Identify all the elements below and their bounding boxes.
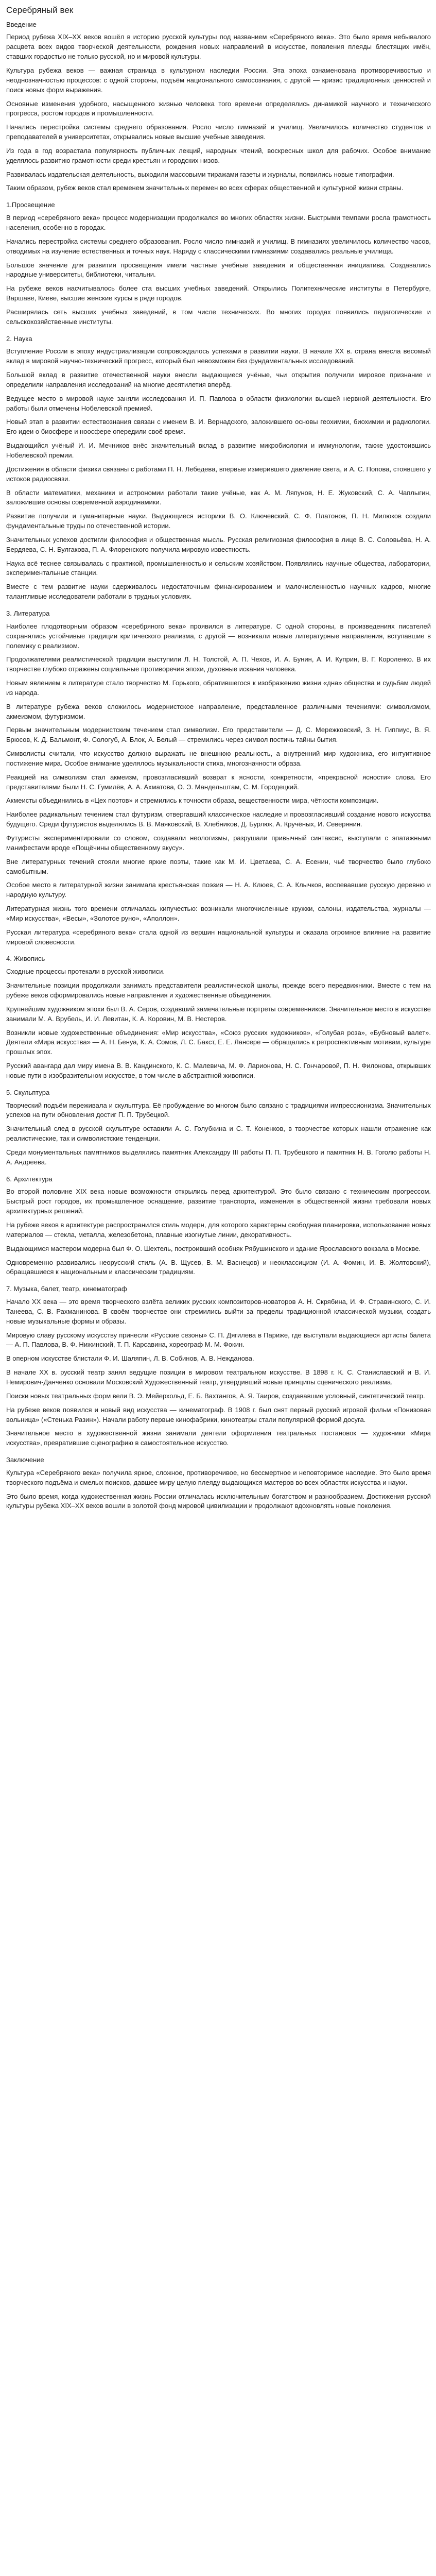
paragraph: Вступление России в эпоху индустриализации сопровождалось успехами в развитии науки. В начале XX в. страна внесла весомый вклад в мировой научно-технический прогресс, который был невозможен без фундаментальных исследований. [6,347,431,365]
paragraph: Развитие получили и гуманитарные науки. Выдающиеся историки В. О. Ключевский, С. Ф. Платонов, П. Н. Милюков создали фундаментальные труды по отечественной истории. [6,512,431,530]
paragraph: Большой вклад в развитие отечественной науки внесли выдающиеся учёные, чьи открытия получили мировое признание и определили направления исследований на многие десятилетия вперёд. [6,371,431,388]
paragraph: Ведущее место в мировой науке заняли исследования И. П. Павлова в области физиологии высшей нервной деятельности. Его работы были отмечены Нобелевской премией. [6,394,431,412]
paragraph: Русский авангард дал миру имена В. В. Кандинского, К. С. Малевича, М. Ф. Ларионова, Н. С. Гончаровой, П. Н. Филонова, открывших новые пути в изобразительном искусстве, в том числе в абстрактной живописи. [6,1062,431,1079]
paragraph: Во второй половине XIX века новые возможности открылись перед архитектурой. Это было связано с техническим прогрессом. Быстрый рост городов, их промышленное оснащение, развитие транспорта, изменения в общественной жизни требовали новых архитектурных решений. [6,1188,431,1215]
paragraph: Выдающимся мастером модерна был Ф. О. Шехтель, построивший особняк Рябушинского и здание Ярославского вокзала в Москве. [6,1244,421,1252]
paragraph: Литературная жизнь того времени отличалась кипучестью: возникали многочисленные кружки, салоны, издательства, журналы — «Мир искусства», «Весы», «Золотое руно», «Аполлон». [6,905,431,922]
paragraph: Выдающийся учёный И. И. Мечников внёс значительный вклад в развитие микробиологии и иммунологии, также удостоившись Нобелевской премии. [6,442,431,460]
paragraph: В литературе рубежа веков сложилось модернистское направление, представленное различными течениями: символизмом, акмеизмом, футуризмом. [6,702,431,720]
paragraph: Это было время, когда художественная жизнь России отличалась исключительным богатством и разнообразием. Достижения русской культуры рубежа XIX–XX веков вошли в золотой фонд мировой цивилизации и продолжают вдохновлять новые поколения. [6,1492,431,1510]
paragraph: Поиски новых театральных форм вели В. Э. Мейерхольд, Е. Б. Вахтангов, А. Я. Таиров, создававшие условный, синтетический театр. [6,1392,425,1400]
paragraph: Новым явлением в литературе стало творчество М. Горького, обратившегося к изображению жизни «дна» общества и судьбам людей из народа. [6,679,431,697]
paragraph: Начало XX века — это время творческого взлёта великих русских композиторов-новаторов А. Н. Скрябина, И. Ф. Стравинского, С. И. Танеева, С. В. Рахманинова. В своём творчестве они стремились выйти за пределы традиционной классической музыки, создать новые музыкальные формы и образы. [6,1298,431,1325]
paragraph: Таким образом, рубеж веков стал временем значительных перемен во всех сферах общественной и культурной жизни страны. [6,184,404,192]
paragraph: Из года в год возрастала популярность публичных лекций, народных чтений, воскресных школ для рабочих. Особое внимание уделялось развитию грамотности среди крестьян и городских низов. [6,146,431,164]
paragraph: Начались перестройка системы среднего образования. Росло число гимназий и училищ. В гимназиях увеличилось количество часов, отводимых на изучение естественных и точных наук. Наряду с классическими гимназиями создавались реальные училища. [6,237,431,255]
paragraph: Символисты считали, что искусство должно выражать не внешнюю реальность, а внутренний мир художника, его интуитивное постижение мира. Особое внимание уделялось музыкальности стиха, многозначности образа. [6,750,431,767]
paragraph: На рубеже веков насчитывалось более ста высших учебных заведений. Открылись Политехнические институты в Петербурге, Варшаве, Киеве, высшие женские курсы в ряде городов. [6,284,431,302]
document-body [6,20,431,1512]
paragraph: Значительное место в художественной жизни занимали деятели оформления театральных постановок — художники «Мира искусства», превратившие сценографию в самостоятельное искусство. [6,1429,431,1447]
document-section [6,334,431,602]
section-heading: 3. Литература [6,609,50,617]
paragraph: Творческий подъём переживала и скульптура. Её пробуждение во многом было связано с традициями импрессионизма. Значительных успехов на пути обновления достиг П. П. Трубецкой. [6,1101,431,1119]
paragraph: Мировую славу русскому искусству принесли «Русские сезоны» С. П. Дягилева в Париже, где выступали выдающиеся артисты балета — А. П. Павлова, В. Ф. Нижинский, Т. П. Карсавина, хореограф М. М. Фокин. [6,1331,431,1349]
document-section [6,1284,431,1448]
paragraph: Основные изменения удобного, насыщенного жизнью человека того времени определялись динамикой научного и технического прогресса, ростом городов и промышленности. [6,99,431,117]
paragraph: В области математики, механики и астрономии работали такие учёные, как А. М. Ляпунов, Н. Е. Жуковский, С. А. Чаплыгин, заложившие основы современной аэродинамики. [6,488,431,506]
paragraph: Наиболее плодотворным образом «серебряного века» проявился в литературе. С одной стороны, в произведениях писателей сохранялись устойчивые традиции критического реализма, с другой — возникали новые литературные направления, вступавшие в полемику с реализмом. [6,622,431,650]
paragraph: В период «серебряного века» процесс модернизации продолжался во многих областях жизни. Быстрыми темпами росла грамотность населения, особенно в городах. [6,214,431,231]
paragraph: Период рубежа XIX–XX веков вошёл в историю русской культуры под названием «Серебряного века». Это было время небывалого расцвета всех видов творческой деятельности, рождения новых направлений в искусстве, появления плеяды блестящих имён, ставших гордостью не только русской, но и мировой культуры. [6,33,431,61]
document-section [6,200,431,327]
paragraph: Вне литературных течений стояли многие яркие поэты, такие как М. И. Цветаева, С. А. Есенин, чьё творчество было глубоко самобытным. [6,857,431,875]
section-heading: 6. Архитектура [6,1175,53,1183]
paragraph: Возникли новые художественные объединения: «Мир искусства», «Союз русских художников», «Голубая роза», «Бубновый валет». Деятели «Мира искусства» — А. Н. Бенуа, К. А. Сомов, Л. С. Бакст, Е. Е. Лансере — обращались к ретроспективным мотивам, культуре прошлых эпох. [6,1028,431,1056]
document-section [6,20,431,194]
paragraph: В начале XX в. русский театр занял ведущие позиции в мировом театральном искусстве. В 1898 г. К. С. Станиславский и В. И. Немирович-Данченко основали Московский Художественный театр, утвердивший новые принципы сценического реализма. [6,1368,431,1386]
document-section [6,954,431,1080]
paragraph: Русская литература «серебряного века» стала одной из вершин национальной культуры и оказала огромное влияние на развитие мировой словесности. [6,928,431,946]
paragraph: В оперном искусстве блистали Ф. И. Шаляпин, Л. В. Собинов, А. В. Нежданова. [6,1354,254,1363]
paragraph: Футуристы экспериментировали со словом, создавали неологизмы, разрушали привычный синтаксис, выступали с эпатажными манифестами вроде «Пощёчины общественному вкусу». [6,834,431,852]
paragraph: Наиболее радикальным течением стал футуризм, отвергавший классическое наследие и провозгласивший создание нового искусства будущего. Среди футуристов выделялись В. В. Маяковский, В. Хлебников, Д. Бурлюк, А. Кручёных, И. Северянин. [6,810,431,828]
section-heading: 7. Музыка, балет, театр, кинематограф [6,1285,127,1293]
paragraph: Большое значение для развития просвещения имели частные учебные заведения и общественная инициатива. Создавались народные университеты, библиотеки, читальни. [6,261,431,279]
paragraph: Реакцией на символизм стал акмеизм, провозгласивший возврат к ясности, конкретности, «прекрасной ясности» слова. Его представителями были Н. С. Гумилёв, А. А. Ахматова, О. Э. Мандельштам, С. М. Городецкий. [6,773,431,791]
paragraph: Культура рубежа веков — важная страница в культурном наследии России. Эта эпоха ознаменована противоречивостью и неоднозначностью процессов: с одной стороны, подъём национального самосознания, с другой — кризис традиционных ценностей и поиск новых форм выражения. [6,66,431,94]
paragraph: Значительный след в русской скульптуре оставили А. С. Голубкина и С. Т. Коненков, в творчестве которых нашли отражение как реалистические, так и символистские тенденции. [6,1125,431,1143]
paragraph: Развивалась издательская деятельность, выходили массовыми тиражами газеты и журналы, появились новые типографии. [6,170,394,178]
paragraph: Расширялась сеть высших учебных заведений, в том числе технических. Во многих городах появились педагогические и сельскохозяйственные институты. [6,308,431,326]
paragraph: Новый этап в развитии естествознания связан с именем В. И. Вернадского, заложившего основы геохимии, биохимии и радиологии. Его идеи о биосфере и ноосфере опередили своё время. [6,418,431,436]
section-heading: 1.Просвещение [6,201,55,209]
section-heading: 2. Наука [6,334,32,343]
paragraph: Одновременно развивались неорусский стиль (А. В. Щусев, В. М. Васнецов) и неоклассицизм (И. А. Фомин, И. В. Жолтовский), обращавшиеся к национальным и классическим традициям. [6,1258,431,1276]
paragraph: Особое место в литературной жизни занимала крестьянская поэзия — Н. А. Клюев, С. А. Клычков, воспевавшие русскую деревню и народную культуру. [6,881,431,899]
paragraph: Продолжателями реалистической традиции выступили Л. Н. Толстой, А. П. Чехов, И. А. Бунин, А. И. Куприн, В. Г. Короленко. В их творчестве глубоко отражены социальные противоречия эпохи, духовные искания человека. [6,655,431,673]
document-title: Серебряный век [6,5,74,15]
paragraph: Наука всё теснее связывалась с практикой, промышленностью и сельским хозяйством. Появлялись научные общества, лаборатории, экспериментальные станции. [6,559,431,577]
section-heading: 4. Живопись [6,955,45,963]
document-section [6,1088,431,1167]
section-heading: 5. Скульптура [6,1088,50,1096]
paragraph: Среди монументальных памятников выделялись памятник Александру III работы П. П. Трубецкого и памятник Н. В. Гоголю работы Н. А. Андреева. [6,1148,431,1166]
paragraph: Начались перестройка системы среднего образования. Росло число гимназий и училищ. Увеличилось количество студентов и преподавателей в университетах, открывались новые высшие учебные заведения. [6,123,431,141]
paragraph: Вместе с тем развитие науки сдерживалось недостаточным финансированием и малочисленностью научных кадров, многие талантливые исследователи работали в трудных условиях. [6,583,431,601]
paragraph: Акмеисты объединились в «Цех поэтов» и стремились к точности образа, вещественности мира, чёткости композиции. [6,796,379,805]
paragraph: Значительных успехов достигли философия и общественная мысль. Русская религиозная философия в лице В. С. Соловьёва, Н. А. Бердяева, С. Н. Булгакова, П. А. Флоренского получила мировую известность. [6,535,431,553]
paragraph: Значительные позиции продолжали занимать представители реалистической школы, прежде всего передвижники. Вместе с тем на рубеже веков сформировались новые направления и художественные объединения. [6,981,431,999]
document-section [6,609,431,947]
document-section [6,1455,431,1511]
paragraph: Первым значительным модернистским течением стал символизм. Его представители — Д. С. Мережковский, З. Н. Гиппиус, В. Я. Брюсов, К. Д. Бальмонт, Ф. Сологуб, А. Блок, А. Белый — стремились через символ постичь тайны бытия. [6,726,431,744]
section-heading: Введение [6,20,37,28]
paragraph: На рубеже веков в архитектуре распространился стиль модерн, для которого характерны свободная планировка, использование новых материалов — стекла, металла, железобетона, плавные изогнутые линии, декоративность. [6,1221,431,1239]
section-heading: Заключение [6,1456,44,1464]
paragraph: Культура «Серебряного века» получила яркое, сложное, противоречивое, но бессмертное и неповторимое наследие. Это было время творческого подъёма и смелых поисков, давшее миру целую плеяду выдающихся мастеров во всех областях искусства и науки. [6,1468,431,1486]
paragraph: Сходные процессы протекали в русской живописи. [6,968,165,976]
paragraph: Крупнейшим художником эпохи был В. А. Серов, создавший замечательные портреты современников. Значительное место в искусстве занимали М. А. Врубель, И. И. Левитан, К. А. Коровин, М. В. Нестеров. [6,1005,431,1023]
paragraph: На рубеже веков появился и новый вид искусства — кинематограф. В 1908 г. был снят первый русский игровой фильм «Понизовая вольница» («Стенька Разин»). Начали работу первые кинофабрики, кинотеатры стали популярной формой досуга. [6,1405,431,1423]
document-section [6,1175,431,1278]
paragraph: Достижения в области физики связаны с работами П. Н. Лебедева, впервые измерившего давление света, и А. С. Попова, стоявшего у истоков радиосвязи. [6,465,431,483]
